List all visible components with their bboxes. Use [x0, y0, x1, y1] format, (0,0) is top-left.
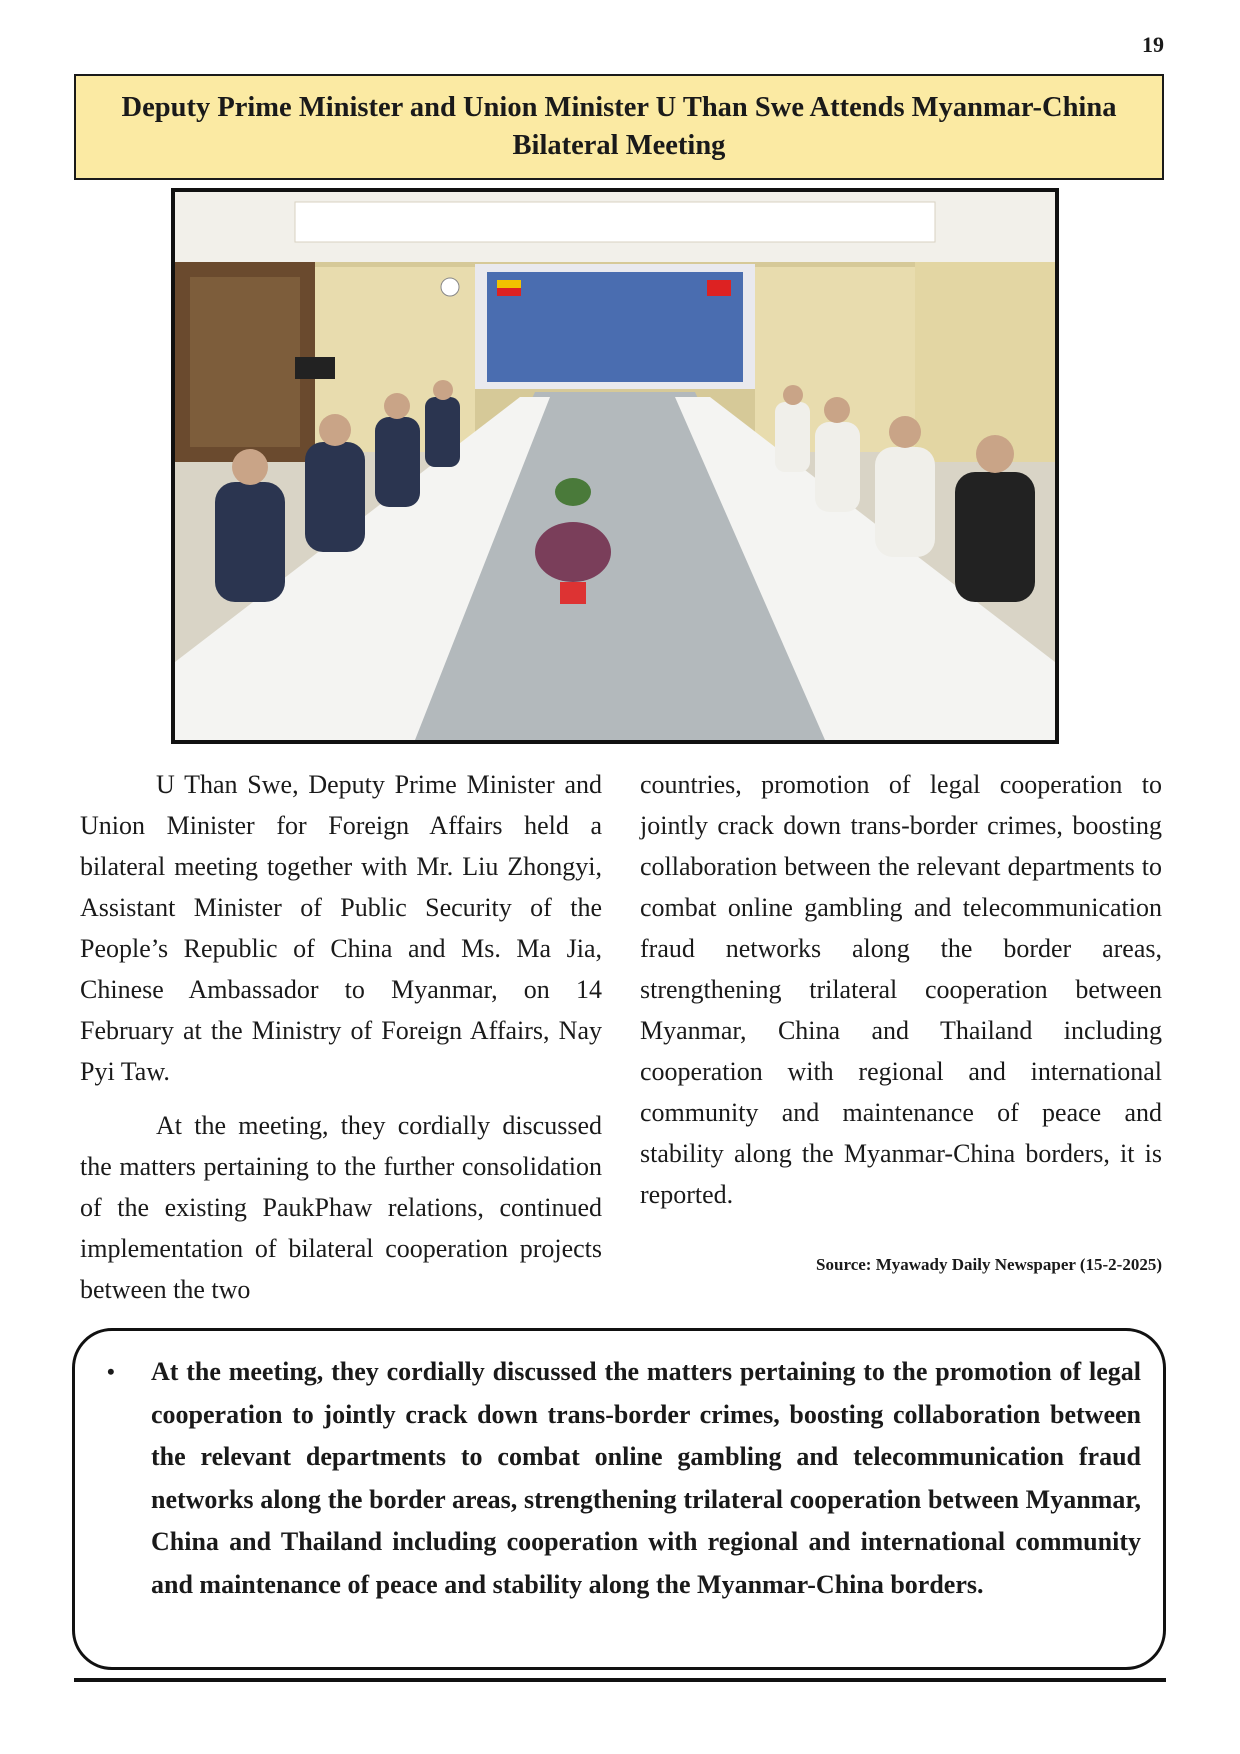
meeting-photo — [171, 188, 1059, 744]
highlight-box — [72, 1328, 1166, 1670]
page-number: 19 — [1142, 32, 1164, 57]
article-title-box — [74, 74, 1164, 180]
highlight-item — [107, 1351, 1141, 1606]
article-paragraph: countries, promotion of legal cooperation to jointly crack down trans-border crimes, boosting collaboration between the relevant departments to combat online gambling and telecommunication fraud networks along the border areas, strengthening trilateral cooperation between Myanmar, China and Thailand including cooperation with regional and international community and maintenance of peace and stability along the Myanmar-China borders, it is reported. — [640, 770, 1162, 1209]
flower-pot — [560, 582, 586, 604]
plant-icon — [535, 522, 611, 582]
video-camera-icon — [295, 357, 335, 379]
article-title: Deputy Prime Minister and Union Minister U Than Swe Attends Myanmar-China Bilateral Meeting — [121, 92, 1117, 161]
highlight-text: At the meeting, they cordially discussed the matters pertaining to the promotion of legal cooperation to jointly crack down trans-border crimes, boosting collaboration between the relevant departments to combat online gambling and telecommunication fraud networks along the border areas, strengthening trilateral cooperation between Myanmar, China and Thailand including cooperation with regional and international community and maintenance of peace and stability along the Myanmar-China borders. — [151, 1357, 1141, 1599]
wall-clock-icon — [441, 278, 459, 296]
curtain-far-right — [915, 262, 1055, 462]
footer-rule — [74, 1678, 1166, 1682]
article-source: Source: Myawady Daily Newspaper (15-2-2025) — [816, 1255, 1162, 1274]
highlight-list — [107, 1351, 1141, 1606]
bullet-icon: • — [107, 1359, 115, 1384]
article-paragraph: At the meeting, they cordially discussed the matters pertaining to the further consolidation of the existing PaukPhaw relations, continued implementation of bilateral cooperation projects between the two — [80, 1111, 602, 1304]
projector-screen — [487, 272, 743, 382]
article-column-right — [640, 764, 1162, 1228]
china-flag-icon — [707, 280, 731, 296]
ceiling-light-panel — [295, 202, 935, 242]
article-column-left — [80, 764, 602, 1323]
article-paragraph: U Than Swe, Deputy Prime Minister and Union Minister for Foreign Affairs held a bilateral meeting together with Mr. Liu Zhongyi, Assistant Minister of Public Security of the People’s Republic of China and Ms. Ma Jia, Chinese Ambassador to Myanmar, on 14 February at the Ministry of Foreign Affairs, Nay Pyi Taw. — [80, 770, 602, 1086]
meeting-room-illustration — [175, 192, 1055, 740]
